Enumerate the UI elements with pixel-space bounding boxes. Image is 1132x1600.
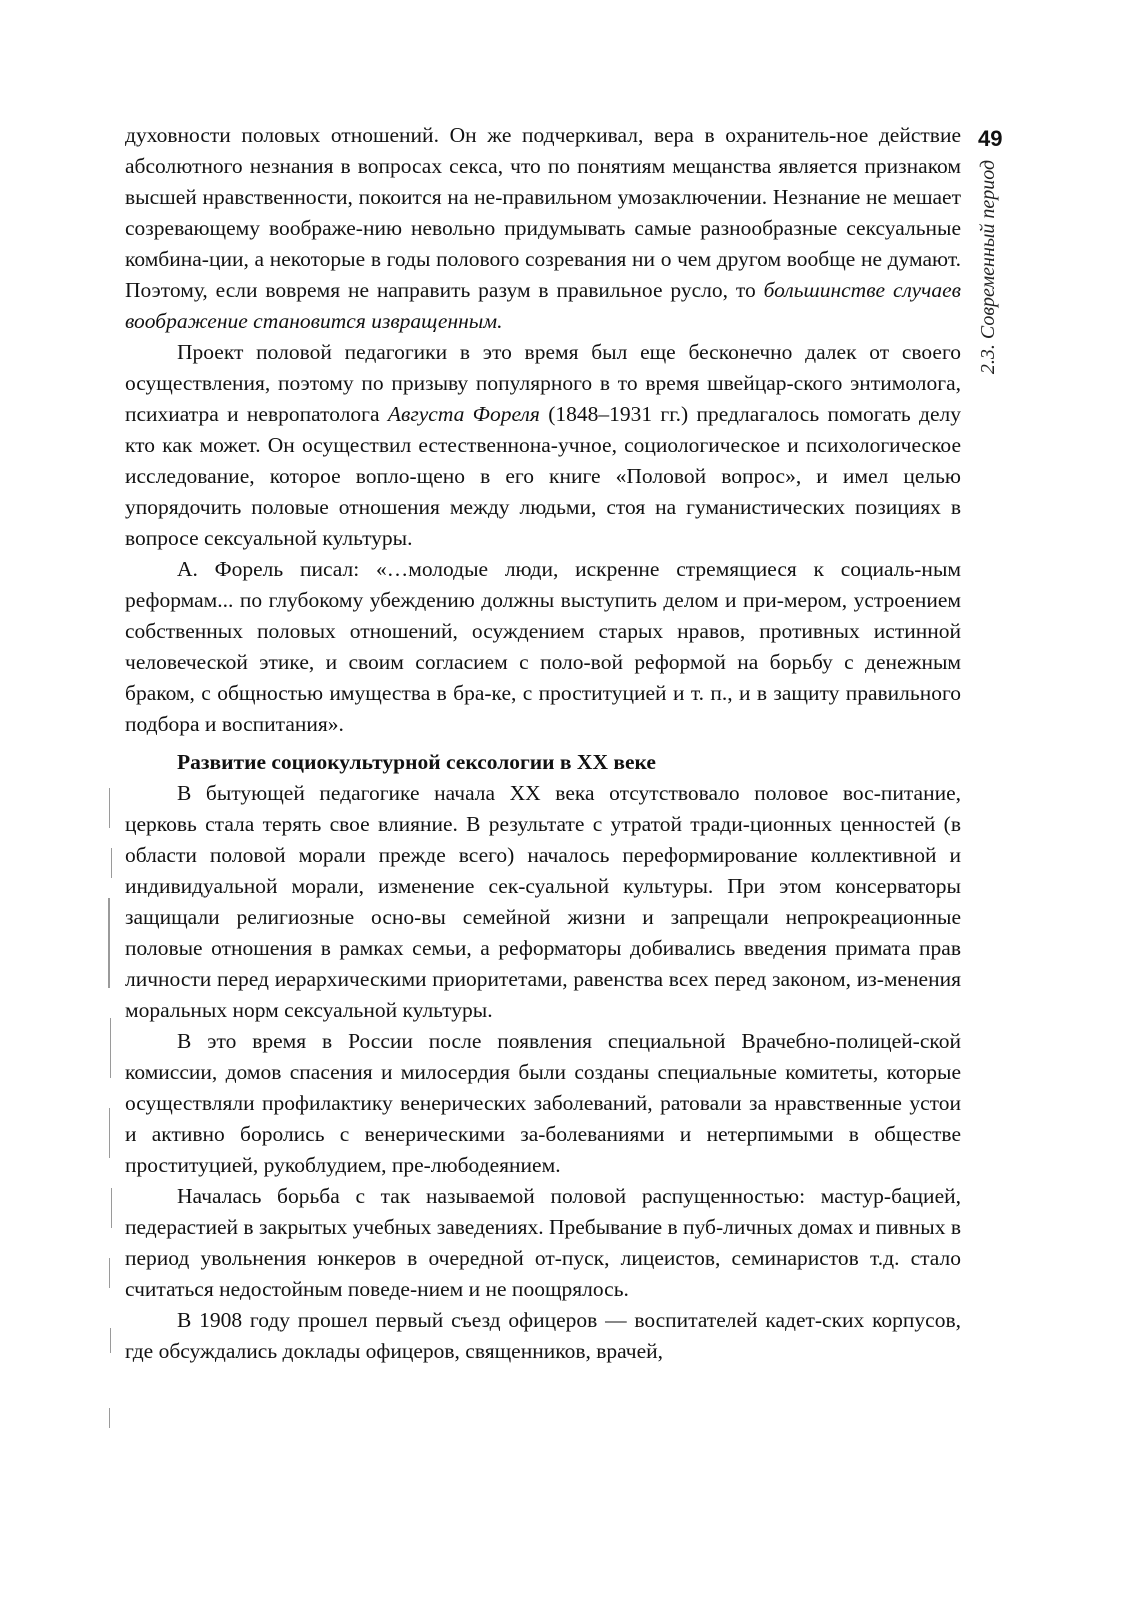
text-run: А. Форель писал: «…молодые люди, искренне стремящиеся к социаль-ным реформам... по глубокому убеждению должны выступить делом и при-мером, устроением собственных половых отношений, осуждением старых нравов, противных истинной человеческой этике, и своим согласием с поло-вой реформой на борьбу с денежным браком, с общностью имущества в бра-ке, с проституцией и т. п., и в защиту правильного подбора и воспитания». — [125, 557, 961, 736]
text-run: (1848–1931 гг.) предлагалось помогать делу кто как может. Он осуществил естественнона-учное, социологическое и психологическое исследование, которое вопло-щено в его книге «Половой вопрос», и имел целью упорядочить половые отношения между людьми, стоя на гуманистических позициях в вопросе сексуальной культуры. — [125, 402, 961, 550]
running-head: 2.3. Современный период — [977, 159, 999, 375]
text-run: В 1908 году прошел первый съезд офицеров — воспитателей кадет-ских корпусов, где обсуждались доклады офицеров, священников, врачей, — [125, 1308, 961, 1363]
text-run: Развитие социокультурной сексологии в XX веке — [177, 750, 656, 774]
text-run: духовности половых отношений. Он же подчеркивал, вера в охранитель-ное действие абсолютного незнания в вопросах секса, что по понятиям мещанства является признаком высшей нравственности, покоится на не-правильном умозаключении. Незнание не мешает созревающему воображе-нию невольно придумывать самые разнообразные сексуальные комбина-ции, а некоторые в годы полового созревания ни о чем другом вообще не думают. Поэтому, если вовремя не направить разум в правильное русло, то — [125, 123, 961, 302]
page-body — [125, 120, 961, 1367]
text-run: В это время в России после появления специальной Врачебно-полицей-ской комиссии, домов спасения и милосердия были созданы специальные комитеты, которые осуществляли профилактику венерических заболеваний, ратовали за нравственные устои и активно боролись с венерическими за-болеваниями и нетерпимыми в обществе проституцией, рукоблудием, пре-любодеянием. — [125, 1029, 961, 1177]
italic-run: большинстве случаев воображение становится извращенным. — [125, 278, 961, 333]
body-paragraph — [125, 1305, 961, 1367]
body-paragraph — [125, 120, 961, 337]
text-run: Началась борьба с так называемой половой распущенностью: мастур-бацией, педерастией в закрытых учебных заведениях. Пребывание в пуб-личных домах и пивных в период увольнения юнкеров в очередной от-пуск, лицеистов, семинаристов т.д. стало считаться недостойным поведе-нием и не поощрялось. — [125, 1184, 961, 1301]
text-run: Проект половой педагогики в это время был еще бесконечно далек от своего осуществления, поэтому по призыву популярного в то время швейцар-ского энтимолога, психиатра и невропатолога — [125, 340, 961, 426]
body-paragraph — [125, 778, 961, 1026]
italic-run: Августа Фореля — [387, 402, 540, 426]
body-paragraph — [125, 1181, 961, 1305]
scan-edge-artifact — [103, 788, 117, 1488]
body-paragraph — [125, 554, 961, 740]
section-heading — [125, 747, 961, 778]
page-number: 49 — [978, 126, 1003, 151]
text-run: В бытующей педагогике начала XX века отсутствовало половое вос-питание, церковь стала терять свое влияние. В результате с утратой тради-ционных ценностей (в области половой морали прежде всего) началось переформирование коллективной и индивидуальной морали, изменение сек-суальной культуры. При этом консерваторы защищали религиозные осно-вы семейной жизни и запрещали непрокреационные половые отношения в рамках семьи, а реформаторы добивались введения примата прав личности перед иерархическими приоритетами, равенства всех перед законом, из-менения моральных норм сексуальной культуры. — [125, 781, 961, 1022]
body-paragraph — [125, 1026, 961, 1181]
body-paragraph — [125, 337, 961, 554]
